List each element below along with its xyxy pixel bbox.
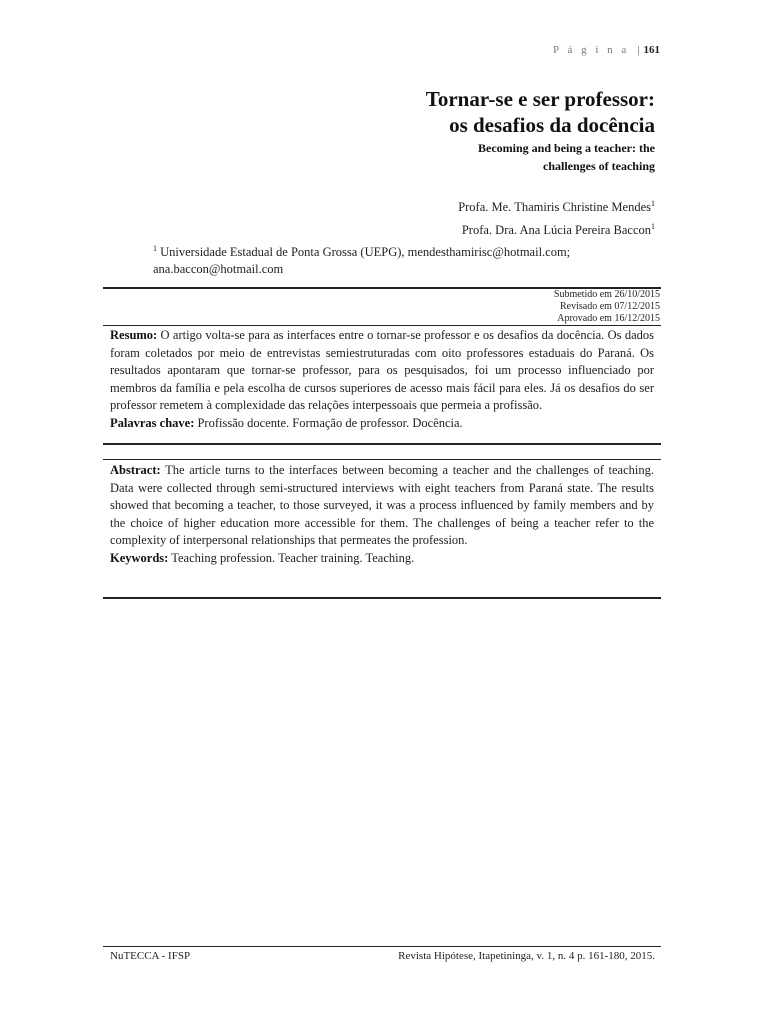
title-portuguese-line-2: os desafios da docência (449, 113, 655, 137)
date-revised: Revisado em 07/12/2015 (560, 301, 660, 312)
page-label: P á g i n a (553, 44, 630, 56)
divider-abstract-bottom (103, 597, 661, 599)
author-1 (458, 194, 655, 217)
date-approved: Aprovado em 16/12/2015 (557, 313, 660, 324)
keywords-label: Keywords: (110, 550, 169, 565)
footer-citation: Revista Hipótese, Itapetininga, v. 1, n. 4 p. 161-180, 2015. (398, 950, 655, 962)
affiliation-text: Universidade Estadual de Ponta Grossa (UEPG), mendesthamirisc@hotmail.com; ana.baccon@hotmail.com (153, 245, 571, 277)
title-english-line-1: Becoming and being a teacher: the (478, 141, 655, 155)
abstract-paragraph (110, 462, 654, 550)
affiliation-marker: 1 (153, 244, 157, 253)
page-number: 161 (643, 44, 660, 56)
footer-left: NuTECCA - IFSP (110, 950, 191, 962)
keywords-paragraph (110, 550, 654, 568)
author-name: Profa. Dra. Ana Lúcia Pereira Baccon (461, 223, 651, 238)
affiliation (153, 240, 623, 278)
divider-resumo-bottom (103, 443, 661, 445)
author-name: Profa. Me. Thamiris Christine Mendes (458, 200, 651, 215)
date-submitted: Submetido em 26/10/2015 (553, 289, 660, 300)
page-separator: | (637, 44, 640, 56)
palavras-chave-paragraph (110, 415, 654, 433)
resumo-section (110, 327, 654, 432)
resumo-text: O artigo volta-se para as interfaces entre o tornar-se professor e os desafios da docência. Os dados foram coletados por meio de entrevistas semiestruturadas com oito professores estaduais do Paraná. Os resultados apontaram que tornar-se professor, para os pesquisados, foi um processo influenciado por membros da família e pela escolha de cursos superiores de acesso mais fácil para eles. Já os desafios do ser professor remetem à complexidade das relações interpessoais que permeia a profissão. (110, 328, 654, 412)
title-english-line-2: challenges of teaching (543, 159, 655, 173)
palavras-chave-text: Profissão docente. Formação de professor. Docência. (194, 415, 463, 430)
footer-divider (103, 946, 661, 947)
author-list (458, 194, 655, 240)
abstract-section (110, 462, 654, 567)
submission-dates (554, 289, 660, 325)
divider-resumo-top (103, 325, 661, 326)
keywords-text: Teaching profession. Teacher training. Teaching. (168, 550, 415, 565)
resumo-label: Resumo: (110, 328, 158, 342)
author-2 (458, 217, 655, 240)
abstract-label: Abstract: (110, 463, 161, 477)
palavras-chave-label: Palavras chave: (110, 415, 195, 430)
divider-abstract-top (103, 459, 661, 460)
title-block (426, 86, 655, 174)
author-marker: 1 (651, 222, 655, 232)
title-portuguese-line-1: Tornar-se e ser professor: (425, 87, 655, 111)
resumo-paragraph (110, 327, 654, 415)
abstract-text: The article turns to the interfaces between becoming a teacher and the challenges of teaching. Data were collected through semi-structured interviews with eight teachers from Paraná state. The results showed that becoming a teacher, to those surveyed, it was a process influenced by family members and by the choice of higher education more accessible for them. The challenges of being a teacher refer to the complexity of interpersonal relationships that permeates the profession. (110, 463, 654, 547)
page-number-header (553, 44, 660, 56)
author-marker: 1 (651, 199, 655, 208)
